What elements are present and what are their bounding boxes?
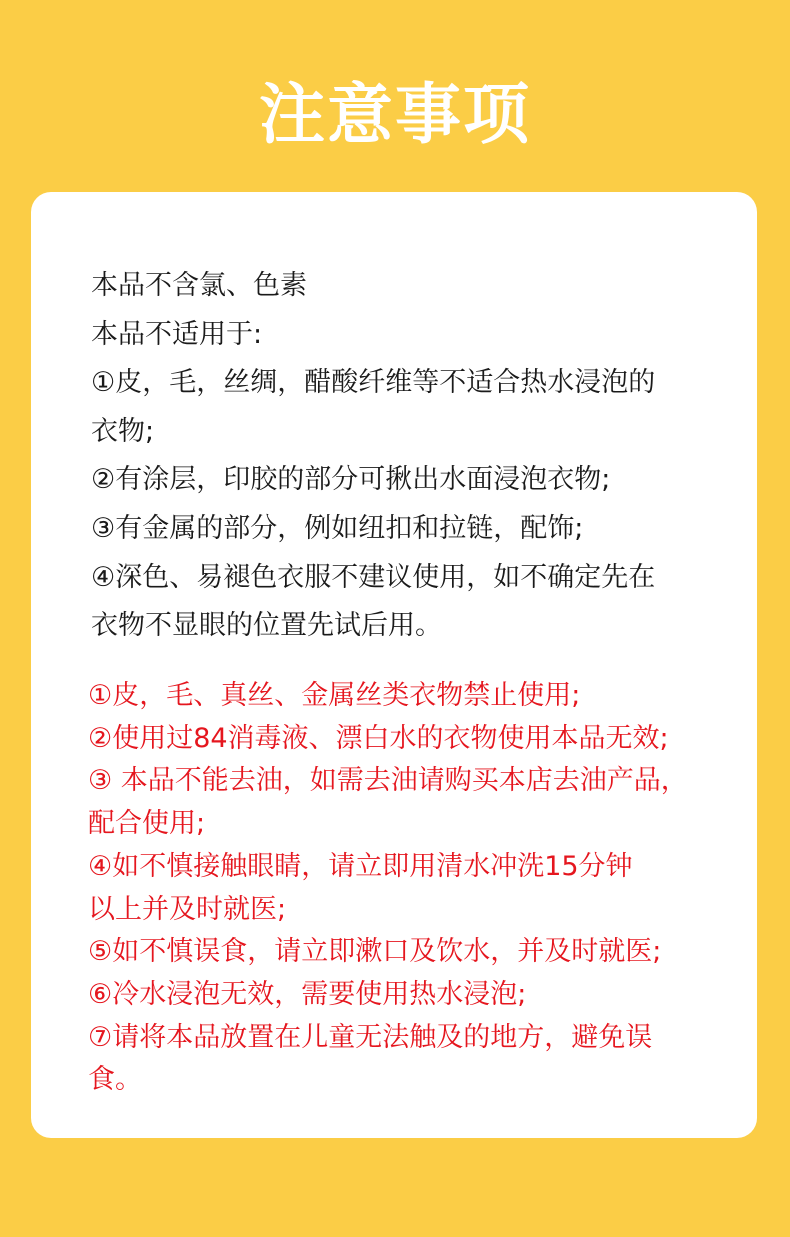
note-line: 衣物不显眼的位置先试后用。: [91, 610, 442, 642]
note-line: ③有金属的部分，例如纽扣和拉链，配饰;: [91, 512, 584, 544]
warning-line: ①皮，毛、真丝、金属丝类衣物禁止使用;: [88, 680, 581, 711]
note-line: 本品不适用于:: [91, 318, 263, 350]
warning-notes: [88, 675, 748, 1102]
warning-line: 食。: [88, 1064, 142, 1096]
usage-notes: [91, 262, 741, 651]
note-line: ④深色、易褪色衣服不建议使用，如不确定先在: [91, 561, 656, 593]
warning-line: ③ 本品不能去油，如需去油请购买本店去油产品，: [88, 765, 688, 797]
warning-line: ②使用过84消毒液、漂白水的衣物使用本品无效;: [88, 722, 669, 754]
notice-card: [31, 192, 757, 1138]
note-line: 本品不含氯、色素: [91, 270, 307, 301]
warning-line: 配合使用;: [88, 808, 206, 840]
note-line: ①皮，毛，丝绸，醋酸纤维等不适合热水浸泡的: [91, 367, 656, 399]
warning-line: ⑥冷水浸泡无效，需要使用热水浸泡;: [88, 978, 527, 1010]
note-line: ②有涂层，印胶的部分可揪出水面浸泡衣物;: [91, 464, 611, 496]
note-line: 衣物;: [91, 415, 155, 447]
warning-line: 以上并及时就医;: [88, 893, 287, 925]
warning-line: ④如不慎接触眼睛，请立即用清水冲洗15分钟: [88, 850, 633, 882]
page-title: 注意事项: [259, 76, 531, 153]
warning-line: ⑦请将本品放置在儿童无法触及的地方，避免误: [88, 1021, 653, 1053]
warning-line: ⑤如不慎误食，请立即漱口及饮水，并及时就医;: [88, 936, 662, 968]
